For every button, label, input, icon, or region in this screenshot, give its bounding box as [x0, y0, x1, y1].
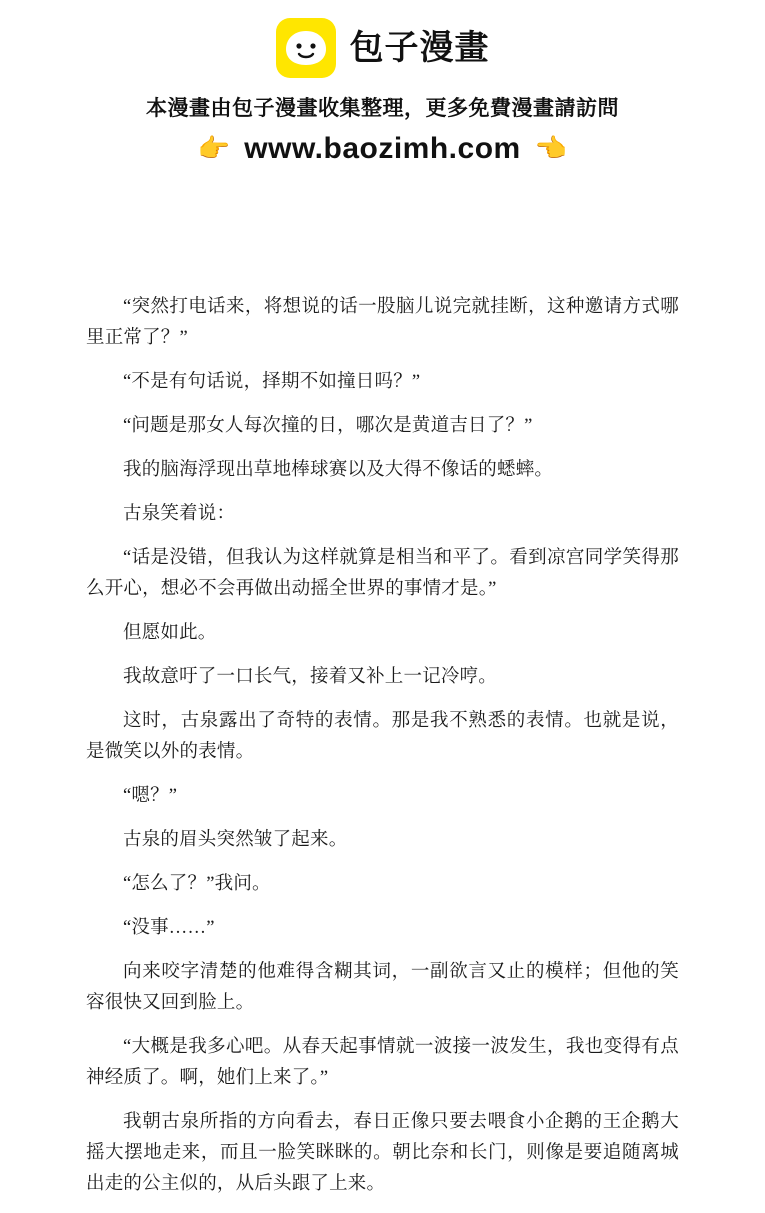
paragraph: “大概是我多心吧。从春天起事情就一波接一波发生，我也变得有点神经质了。啊，她们上来了。”: [86, 1037, 679, 1088]
pointing-hand-left-icon: 👈: [534, 134, 568, 163]
paragraph: “怎么了？”我问。: [123, 874, 271, 894]
paragraph: 古泉的眉头突然皱了起来。: [123, 830, 348, 850]
paragraph: 古泉笑着说：: [123, 504, 236, 524]
promo-line: 本漫畫由包子漫畫收集整理，更多免費漫畫請訪問: [146, 97, 619, 120]
paragraph: 向来咬字清楚的他难得含糊其词，一副欲言又止的模样；但他的笑容很快又回到脸上。: [86, 962, 679, 1013]
pointing-hand-right-icon: 👉: [197, 134, 231, 163]
paragraph: 但愿如此。: [123, 623, 217, 643]
paragraph: “没事……”: [123, 918, 215, 938]
paragraph: 我的脑海浮现出草地棒球赛以及大得不像话的蟋蟀。: [123, 460, 554, 480]
baozi-bun-icon: [276, 18, 336, 78]
paragraph: 这时，古泉露出了奇特的表情。那是我不熟悉的表情。也就是说，是微笑以外的表情。: [86, 711, 679, 762]
site-url[interactable]: www.baozimh.com: [244, 132, 521, 165]
paragraph: “突然打电话来，将想说的话一股脑儿说完就挂断，这种邀请方式哪里正常了？”: [86, 297, 679, 348]
paragraph: 我故意吁了一口长气，接着又补上一记冷哼。: [123, 667, 498, 687]
novel-text-body: [86, 292, 679, 1213]
paragraph: “嗯？”: [123, 786, 178, 806]
brand-row: [0, 18, 765, 78]
url-row: [0, 132, 765, 166]
paragraph: 我朝古泉所指的方向看去，春日正像只要去喂食小企鹅的王企鹅大摇大摆地走来，而且一脸笑眯眯的。朝比奈和长门，则像是要追随离城出走的公主似的，从后头跟了上来。: [86, 1112, 679, 1194]
paragraph: “话是没错，但我认为这样就算是相当和平了。看到凉宫同学笑得那么开心，想必不会再做出动摇全世界的事情才是。”: [86, 548, 679, 599]
paragraph: “不是有句话说，择期不如撞日吗？”: [123, 372, 421, 392]
brand-name: 包子漫畫: [349, 29, 490, 67]
site-watermark-header: [0, 0, 765, 166]
paragraph: “问题是那女人每次撞的日，哪次是黄道吉日了？”: [123, 416, 533, 436]
